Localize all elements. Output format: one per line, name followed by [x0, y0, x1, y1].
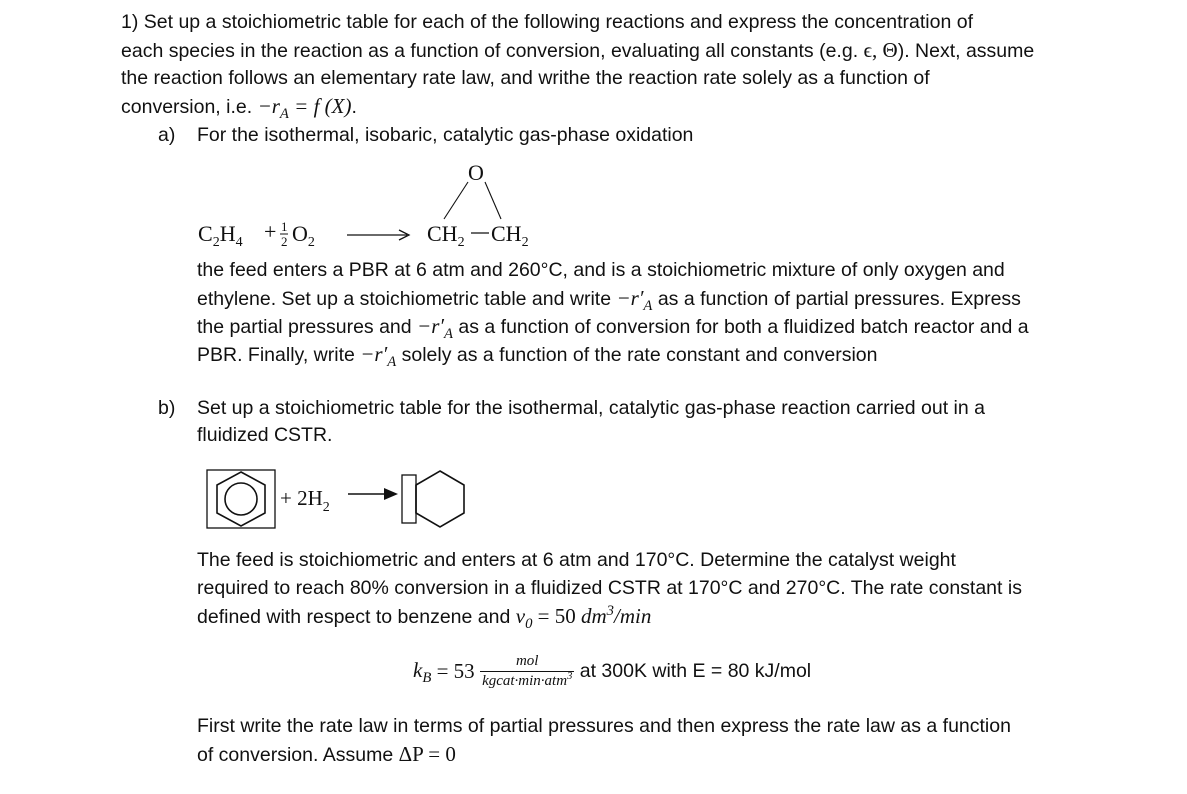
epoxide-bond-right: [485, 182, 501, 219]
ethylene-oxidation-reaction: [195, 160, 555, 250]
rate-prime-math: $-r'_A$: [616, 286, 653, 315]
plus-sign: +: [264, 219, 277, 244]
rate-constant-value: = 53: [431, 659, 475, 683]
part-b-final-2: [197, 740, 456, 769]
hydrogen-reactant: + $2H_2$: [280, 486, 330, 515]
pressure-drop-math: ΔP = 0: [398, 742, 456, 766]
part-a-para-2a: ethylene. Set up a stoichiometric table and write: [197, 288, 617, 310]
rate-constant-line: [413, 652, 811, 691]
q1-line-2b: ). Next, assume: [897, 40, 1035, 62]
part-b-para-2: required to reach 80% conversion in a fluidized CSTR at 170°C and 270°C. The rate constant is: [197, 577, 1022, 599]
reactant-oxygen: $O_2$: [292, 221, 315, 250]
part-a-para-4b: solely as a function of the rate constant and conversion: [396, 344, 878, 366]
aromatic-circle: [225, 483, 257, 515]
part-b-line-1: Set up a stoichiometric table for the isothermal, catalytic gas-phase reaction carried out in a: [197, 397, 985, 419]
cyclohexane-box: [402, 475, 416, 523]
part-a-para-2b: as a function of partial pressures. Express: [652, 288, 1021, 310]
units-denominator: kgcat·min·atm$^3$: [482, 671, 573, 689]
part-a-intro: For the isothermal, isobaric, catalytic gas-phase oxidation: [197, 124, 694, 146]
part-a-para-3b: as a function of conversion for both a fluidized batch reactor and a: [452, 316, 1029, 338]
q1-line-4a: conversion, i.e.: [121, 96, 258, 118]
half-denominator: 2: [281, 234, 288, 249]
q1-line-4: [121, 92, 357, 121]
part-b-para-1: The feed is stoichiometric and enters at 6 atm and 170°C. Determine the catalyst weight: [197, 549, 956, 571]
part-a-para-3a: the partial pressures and: [197, 316, 418, 338]
flow-rate-value: = 50: [532, 604, 581, 628]
flow-rate-symbol: $v_0$: [515, 604, 533, 633]
part-b-label: b): [158, 397, 176, 419]
half-numerator: 1: [281, 219, 288, 234]
part-a-label: a): [158, 124, 176, 146]
cyclohexane-ring-icon: [416, 471, 464, 527]
rate-prime-math: $-r'_A$: [360, 342, 397, 371]
q1-line-3: the reaction follows an elementary rate law, and writhe the reaction rate solely as a function of: [121, 67, 930, 89]
rate-prime-math: $-r'_A$: [417, 314, 453, 343]
part-a-para-4a: PBR. Finally, write: [197, 344, 361, 366]
flow-rate-unit: $dm^3/\min$: [581, 603, 652, 628]
q1-line-1: 1) Set up a stoichiometric table for each of the following reactions and express the concentration of: [121, 11, 973, 33]
hydrogenation-arrow-head: [384, 488, 398, 500]
product-ch2-right: $CH_2$: [491, 221, 529, 250]
q1-rate-math: $-r_A = f$ (X): [257, 94, 352, 123]
benzene-hydrogenation-reaction: [200, 462, 490, 537]
epoxide-bond-left: [444, 182, 468, 219]
part-a-para-3: [197, 312, 1029, 341]
q1-line-2a: each species in the reaction as a function of conversion, evaluating all constants (e.g.: [121, 40, 864, 62]
part-b-line-2: fluidized CSTR.: [197, 424, 333, 446]
reactant-ethylene: $C_2H_4$: [198, 221, 243, 250]
units-numerator: mol: [480, 652, 574, 672]
part-a-para-2: [197, 284, 1021, 313]
epoxide-oxygen: O: [468, 160, 484, 185]
part-a-para-1: the feed enters a PBR at 6 atm and 260°C, and is a stoichiometric mixture of only oxygen and: [197, 259, 1005, 281]
part-a-para-4: [197, 340, 877, 369]
rate-constant-conditions: at 300K with E = 80 kJ/mol: [579, 660, 812, 682]
rate-constant-units: [480, 652, 574, 691]
q1-line-2: [121, 36, 1034, 65]
part-b-final-1: First write the rate law in terms of partial pressures and then express the rate law as a function: [197, 715, 1011, 737]
part-b-final-2a: of conversion. Assume: [197, 744, 399, 766]
product-ch2-left: $CH_2$: [427, 221, 465, 250]
rate-constant-symbol: $k_B$: [413, 657, 432, 686]
q1-line-4b: .: [351, 96, 357, 118]
part-b-para-3a: defined with respect to benzene and: [197, 606, 516, 628]
q1-constants-symbols: ϵ, Θ: [863, 38, 898, 62]
part-b-para-3: [197, 602, 651, 631]
